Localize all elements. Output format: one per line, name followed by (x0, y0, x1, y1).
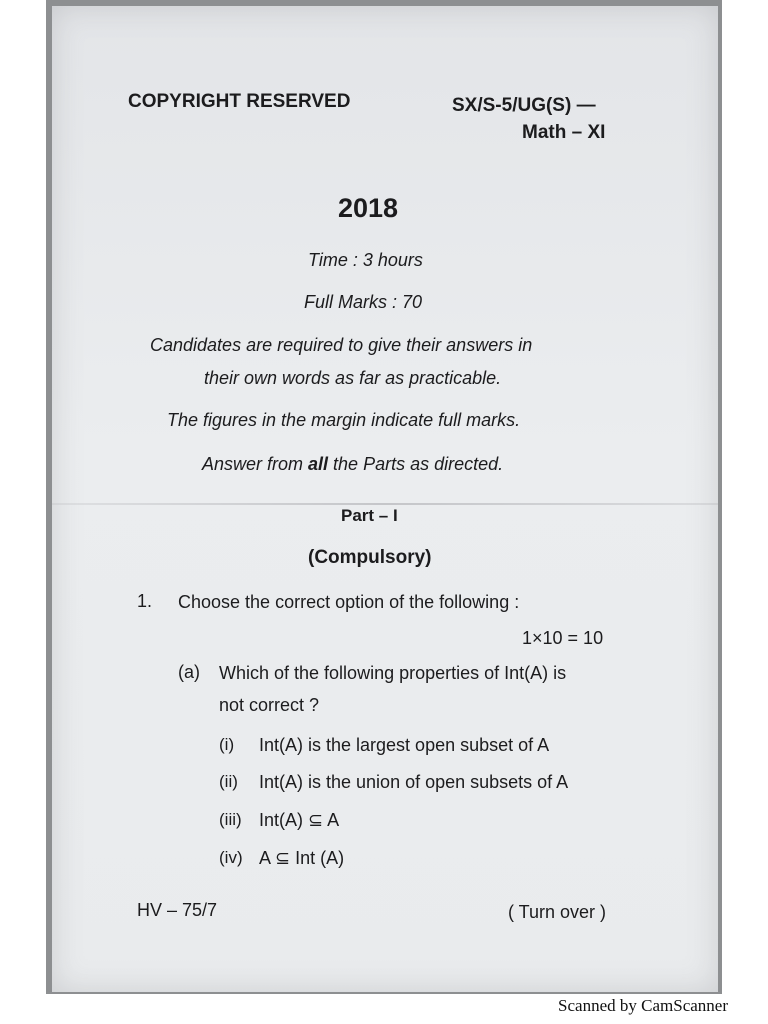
exam-year: 2018 (338, 193, 399, 223)
subquestion-text-2: not correct ? (219, 695, 320, 715)
subquestion-text-1: Which of the following properties of Int(A) is (219, 663, 567, 683)
paper-code: SX/S-5/UG(S) — (452, 95, 596, 116)
instruction-4-pre: Answer from (202, 454, 309, 474)
option-text-ii: Int(A) is the union of open subsets of A (259, 772, 569, 792)
instruction-line-4 (202, 454, 503, 475)
option-label-ii: (ii) (219, 772, 238, 791)
instruction-4-post: the Parts as directed. (328, 454, 504, 474)
part-subtitle: (Compulsory) (308, 547, 432, 568)
option-text-i: Int(A) is the largest open subset of A (259, 735, 550, 755)
question-text: Choose the correct option of the following : (178, 592, 520, 612)
paper-fold-line (52, 503, 718, 505)
instruction-line-3: The figures in the margin indicate full marks. (167, 410, 521, 430)
exam-full-marks: Full Marks : 70 (304, 292, 423, 312)
turn-over-label: ( Turn over ) (508, 902, 607, 922)
option-text-iii: Int(A) ⊆ A (259, 810, 340, 830)
instruction-line-2: their own words as far as practicable. (204, 368, 502, 388)
question-number: 1. (137, 591, 153, 611)
part-title: Part – I (341, 506, 398, 525)
copyright-label: COPYRIGHT RESERVED (128, 91, 351, 112)
exam-paper-sheet (52, 6, 718, 992)
instruction-line-1: Candidates are required to give their answers in (150, 335, 533, 355)
exam-time: Time : 3 hours (308, 250, 423, 270)
scanned-by-label: Scanned by CamScanner (558, 996, 728, 1015)
footer-code: HV – 75/7 (137, 900, 218, 920)
option-label-iii: (iii) (219, 810, 242, 829)
question-marks: 1×10 = 10 (522, 628, 604, 648)
subject-label: Math – XI (522, 122, 606, 143)
option-label-iv: (iv) (219, 848, 243, 867)
subquestion-label: (a) (178, 662, 200, 682)
option-text-iv: A ⊆ Int (A) (259, 848, 345, 868)
option-label-i: (i) (219, 735, 235, 754)
instruction-4-bold: all (308, 454, 329, 474)
